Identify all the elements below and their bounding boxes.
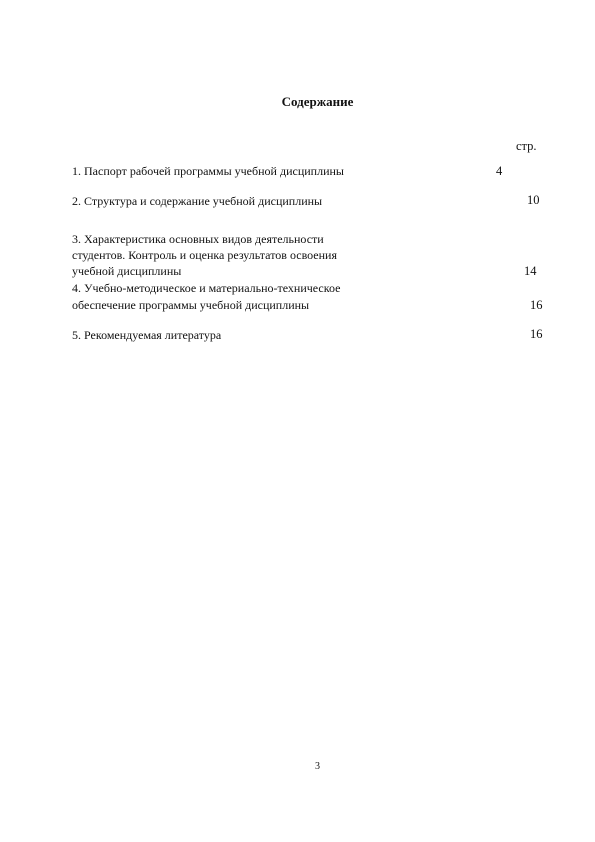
toc-entry-1-line-1: 1. Паспорт рабочей программы учебной дисциплины <box>72 164 344 178</box>
toc-entry-1-page: 4 <box>496 164 503 178</box>
toc-entry-2-page: 10 <box>527 193 540 207</box>
toc-entry-3-page: 14 <box>524 264 537 278</box>
toc-entry-3-line-1: 3. Характеристика основных видов деятельности <box>72 232 324 246</box>
toc-entry-3-line-3: учебной дисциплины <box>72 264 182 278</box>
toc-entry-5-line-1: 5. Рекомендуемая литература <box>72 328 222 342</box>
page-number: 3 <box>315 761 320 772</box>
toc-entry-4-line-1: 4. Учебно-методическое и материально-техническое <box>72 281 341 295</box>
toc-entry-5-page: 16 <box>530 327 543 341</box>
toc-entry-2-line-1: 2. Структура и содержание учебной дисциплины <box>72 194 323 208</box>
toc-entry-4-line-2: обеспечение программы учебной дисциплины <box>72 298 310 312</box>
toc-entry-3-line-2: студентов. Контроль и оценка результатов освоения <box>72 248 337 262</box>
page-column-label: стр. <box>516 139 537 153</box>
toc-title: Содержание <box>281 94 354 109</box>
toc-entry-4-page: 16 <box>530 298 543 312</box>
